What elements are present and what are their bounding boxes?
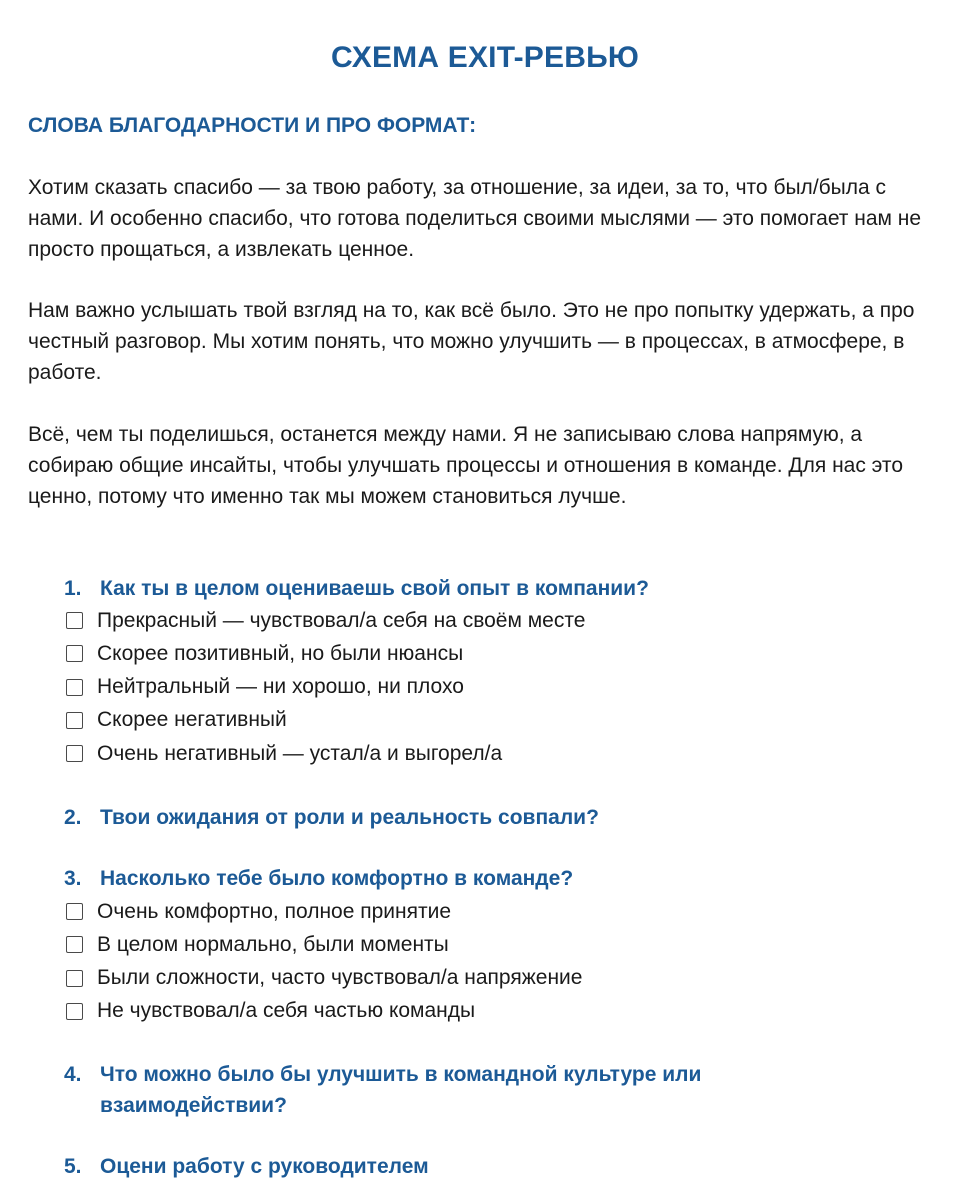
question-number: 5. (64, 1155, 82, 1178)
option-item[interactable] (66, 671, 585, 704)
option-label: Очень комфортно, полное принятие (97, 899, 452, 923)
question-text: Что можно было бы улучшить в командной культуре или взаимодействии? (100, 1063, 702, 1117)
document-title: СХЕМА EXIT-РЕВЬЮ (331, 41, 639, 74)
checkbox[interactable] (66, 645, 83, 662)
option-item[interactable] (66, 704, 585, 737)
question-text: Оцени работу с руководителем (100, 1155, 429, 1178)
option-item[interactable] (66, 737, 585, 770)
intro-heading: СЛОВА БЛАГОДАРНОСТИ И ПРО ФОРМАТ: (28, 114, 477, 137)
option-label: В целом нормально, были моменты (97, 932, 449, 956)
checkbox[interactable] (66, 970, 83, 987)
option-label: Очень негативный — устал/а и выгорел/а (97, 741, 503, 765)
checkbox[interactable] (66, 712, 83, 729)
question-5-title (64, 1151, 900, 1182)
intro-paragraph-1: Хотим сказать спасибо — за твою работу, за отношение, за идеи, за то, что был/была с нами. И особенно спасибо, что готова поделиться своими мыслями — это помогает нам не просто прощаться, а извлекать ценное. (28, 176, 922, 261)
option-item[interactable] (66, 895, 582, 928)
question-3-options (66, 895, 582, 1028)
option-item[interactable] (66, 928, 582, 961)
option-item[interactable] (66, 962, 582, 995)
checkbox[interactable] (66, 903, 83, 920)
question-1-title (64, 573, 900, 604)
option-label: Скорее негативный (97, 708, 287, 732)
checkbox[interactable] (66, 936, 83, 953)
option-label: Были сложности, часто чувствовал/а напряжение (97, 966, 583, 990)
option-label: Прекрасный — чувствовал/а себя на своём месте (97, 608, 586, 632)
question-text: Насколько тебе было комфортно в команде? (100, 867, 574, 890)
intro-paragraph-3: Всё, чем ты поделишься, останется между нами. Я не записываю слова напрямую, а собираю общие инсайты, чтобы улучшать процессы и отношения в команде. Для нас это ценно, потому что именно так мы можем становиться лучше. (28, 423, 903, 508)
question-text: Как ты в целом оцениваешь свой опыт в компании? (100, 577, 649, 600)
checkbox[interactable] (66, 679, 83, 696)
checkbox[interactable] (66, 1003, 83, 1020)
option-item[interactable] (66, 637, 585, 670)
question-2-title (64, 802, 900, 833)
option-label: Нейтральный — ни хорошо, ни плохо (97, 675, 464, 699)
option-label: Не чувствовал/а себя частью команды (97, 999, 476, 1023)
option-item[interactable] (66, 604, 585, 637)
question-3-title (64, 863, 900, 894)
question-text: Твои ожидания от роли и реальность совпали? (100, 806, 599, 829)
question-number: 4. (64, 1063, 82, 1086)
checkbox[interactable] (66, 745, 83, 762)
question-1-options (66, 604, 585, 770)
question-number: 1. (64, 577, 82, 600)
option-item[interactable] (66, 995, 582, 1028)
question-number: 3. (64, 867, 82, 890)
question-4-title (64, 1059, 860, 1121)
intro-paragraph-2: Нам важно услышать твой взгляд на то, как всё было. Это не про попытку удержать, а про честный разговор. Мы хотим понять, что можно улучшить — в процессах, в атмосфере, в работе. (28, 299, 915, 384)
checkbox[interactable] (66, 612, 83, 629)
question-number: 2. (64, 806, 82, 829)
option-label: Скорее позитивный, но были нюансы (97, 641, 464, 665)
